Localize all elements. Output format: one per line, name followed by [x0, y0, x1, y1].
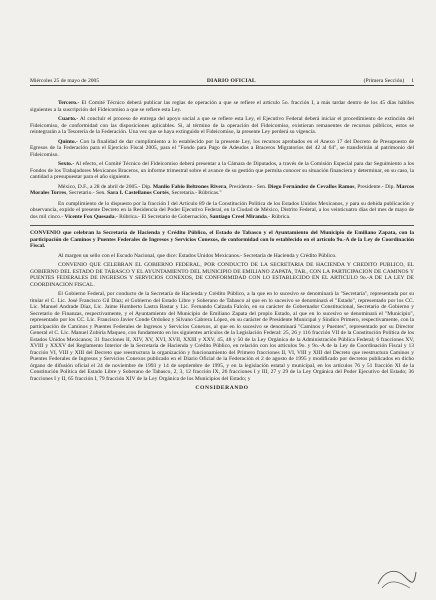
signer-fernandez: Diego Fernández de Cevallos Ramos [267, 183, 355, 190]
section-divider [30, 225, 414, 226]
decree-signers [30, 184, 414, 197]
promulgation-pre: En cumplimiento de lo dispuesto por la fracción I del Artículo 89 de la Constitución Política de los Estados Unidos Mexicanos, y para su debida publicación y observancia, expido el presente Decreto en la Residencia del Poder Ejecutivo Federal, en la Ciudad de México, Distrito Federal, a los veinticuatro días del mes de mayo de dos mil cinco.- [30, 200, 414, 220]
header-title: DIARIO OFICIAL [206, 78, 256, 84]
transitorio-sexto [30, 161, 414, 181]
signers-mid-2: , Presidente.- Dip. [354, 183, 397, 190]
signers-mid-1: , Presidente.- Sen. [226, 183, 268, 190]
convenio-parties: El Gobierno Federal, por conducto de la Secretaría de Hacienda y Crédito Público, a la que en lo sucesivo se denominará la "Secretaría", representada por su titular el C. Lic. José Francisco Gil Díaz; el Gobierno del Estado Libre y Soberano de Tabasco al que en lo sucesivo se denominará el "Estado", representado por los CC. Lic. Manuel Andrade Díaz, Lic. Jaime Humberto Lastra Bastar y Lic. Fernando Calzada Falcón, en su carácter de Gobernador Constitucional, Secretario de Gobierno y Secretario de Finanzas, respectivamente, y el Ayuntamiento del Municipio de Emiliano Zapata del propio Estado, al que en lo sucesivo se denominará el "Municipio", representado por los CC. Lic. Francisco Javier Conde Ordoñez y Silvano Cabrera López, en su carácter de Presidente Municipal y Síndico Primero, respectivamente, con la participación de Caminos y Puentes Federales de Ingresos y Servicios Conexos, al que en lo sucesivo se denominará "Caminos y Puentes", representado por su Director General el C. Lic. Manuel Zubiría Maqueo, con fundamento en los siguientes artículos de la Legislación Federal: 25, 26 y 116 fracción VII de la Constitución Política de los Estados Unidos Mexicanos; 31 fracciones II, XIV, XV, XVI, XVII, XXIII y XXV, 45, 48 y 50 de la Ley Orgánica de la Administración Pública Federal; 6 fracciones XV, XVIII y XXXV del Reglamento Interior de la Secretaría de Hacienda y Crédito Público, en relación con los artículos 9o. y 9o.-A de la Ley de Coordinación Fiscal y 13 fracción VI, VIII y XIII del Decreto que reestructura la organización y funcionamiento del Primero fracciones II, VI, VIII y XIII del Decreto que reestructura Caminos y Puentes Federales de Ingresos y Servicios Conexos publicado en el Diario Oficial de la Federación el 2 de agosto de 1995 y modificado por decretos publicados en dicho órgano de difusión oficial el 24 de noviembre de 1993 y 14 de septiembre de 1995, y en la legislación estatal y municipal, en los artículos 76 y 51 fracción XI de la Constitución Política del Estado Libre y Soberano de Tabasco, 2, 3, 12 fracción IX, 26 fracciones I y III, 27 y 29 de la Ley Orgánica del Poder Ejecutivo del Estado; 36 fracciones I y II, 65 fracción I, 79 fracción XIV de la Ley Orgánica de los Municipios del Estado; y [30, 291, 414, 382]
transitorio-tercero-lead: Tercero.- [58, 100, 80, 106]
signers-pre: México, D.F., a 28 de abril de 2005.- Dip. [58, 183, 153, 190]
transitorio-quinto-lead: Quinto.- [58, 138, 78, 145]
transitorio-sexto-lead: Sexto.- [58, 161, 75, 167]
transitorio-tercero-text: El Comité Técnico deberá publicar las reglas de operación a que se refiere el artículo 5o. fracción I, a más tardar dentro de los 45 días hábiles siguientes a la suscripción del Fideicomiso a que se refiere esta Ley. [30, 100, 414, 113]
header-date: Miércoles 25 de mayo de 2005 [30, 78, 100, 84]
considerando-heading: CONSIDERANDO [195, 385, 249, 391]
stamp-mark-icon [374, 564, 418, 592]
signers-post: , Secretaria.- Rúbricas." [168, 190, 222, 196]
signer-beltrones: Manlio Fabio Beltrones Rivera [152, 183, 227, 190]
convenio-title: CONVENIO que celebran la Secretaría de Hacienda y Crédito Público, el Estado de Tabasco y el Ayuntamiento del Municipio de Emiliano Zapata, con la participación de Caminos y Puentes Federales de Ingresos y Servicios Conexos, de conformidad con lo establecido en el artículo 9o.-A de la Ley de Coordinación Fiscal. [30, 230, 414, 249]
promulgation-post: .- Rúbrica. [266, 213, 291, 220]
transitorio-cuarto-lead: Cuarto.- [58, 116, 79, 122]
decree-promulgation [30, 201, 414, 221]
convenio-seal-note: Al margen un sello con el Escudo Nacional, que dice: Estados Unidos Mexicanos.- Secretaría de Hacienda y Crédito Público. [58, 252, 337, 259]
header-section-label: (Primera Sección) [363, 78, 405, 84]
transitorio-tercero [30, 100, 414, 113]
page-header [30, 78, 414, 86]
transitorio-cuarto-text: Al concluir el proceso de entrega del apoyo social a que se refiere esta Ley, el Ejecutivo Federal deberá iniciar el procedimiento de extinción del Fideicomiso, de conformidad con las disposiciones aplicables. Si, al término de la operación del Fideicomiso, existieran remanentes de recursos públicos, estos se reintegrarán a la Tesorería de la Federación. Una vez que se haya extinguido el Fideicomiso, la presente Ley perderá su vigencia. [30, 116, 414, 135]
header-section [364, 78, 414, 84]
signers-mid-3: , Secretario.- Sen. [66, 190, 108, 196]
header-page-number: 1 [411, 78, 414, 84]
transitorio-sexto-text: Al efecto, el Comité Técnico del Fideicomiso deberá presentar a la Cámara de Diputados, a través de la Comisión Especial para dar Seguimiento a los Fondos de los Trabajadores Mexicanos Braceros, un informe trimestral sobre el avance de su gestión que permita conocer su situación financiera y determinar, en su caso, la cantidad a presupuestar para el año siguiente. [30, 161, 414, 180]
signer-fox: Vicente Fox Quesada [64, 213, 115, 220]
transitorio-quinto-text: Con la finalidad de dar cumplimiento a lo establecido por la presente Ley, los recursos aprobados en el Anexo 17 del Decreto de Presupuesto de Egresos de la Federación para el Ejercicio Fiscal 2005, para el "Fondo para Pago de Adeudos a Braceros Migratorios del 42 al 64", se transferirán al patrimonio del Fideicomiso. [30, 138, 414, 158]
signer-castellanos: Sara I. Castellanos Cortés [107, 190, 169, 196]
convenio-preamble: CONVENIO QUE CELEBRAN EL GOBIERNO FEDERAL, POR CONDUCTO DE LA SECRETARIA DE HACIENDA Y CREDITO PUBLICO, EL GOBIERNO DEL ESTADO DE TABASCO Y EL AYUNTAMIENTO DEL MUNICIPIO DE EMILIANO ZAPATA, TAB., CON LA PARTICIPACION DE CAMINOS Y PUENTES FEDERALES DE INGRESOS Y SERVICIOS CONEXOS, DE CONFORMIDAD CON LO ESTABLECIDO EN EL ARTICULO 9o.-A DE LA LEY DE COORDINACION FISCAL. [30, 262, 414, 288]
signer-morales: Marcos Morales Torres [30, 183, 414, 196]
transitorio-quinto [30, 139, 414, 159]
promulgation-mid: .- Rúbrica.- El Secretario de Gobernación, [114, 213, 210, 220]
signer-creel: Santiago Creel Miranda [209, 213, 267, 220]
transitorio-cuarto [30, 116, 414, 136]
